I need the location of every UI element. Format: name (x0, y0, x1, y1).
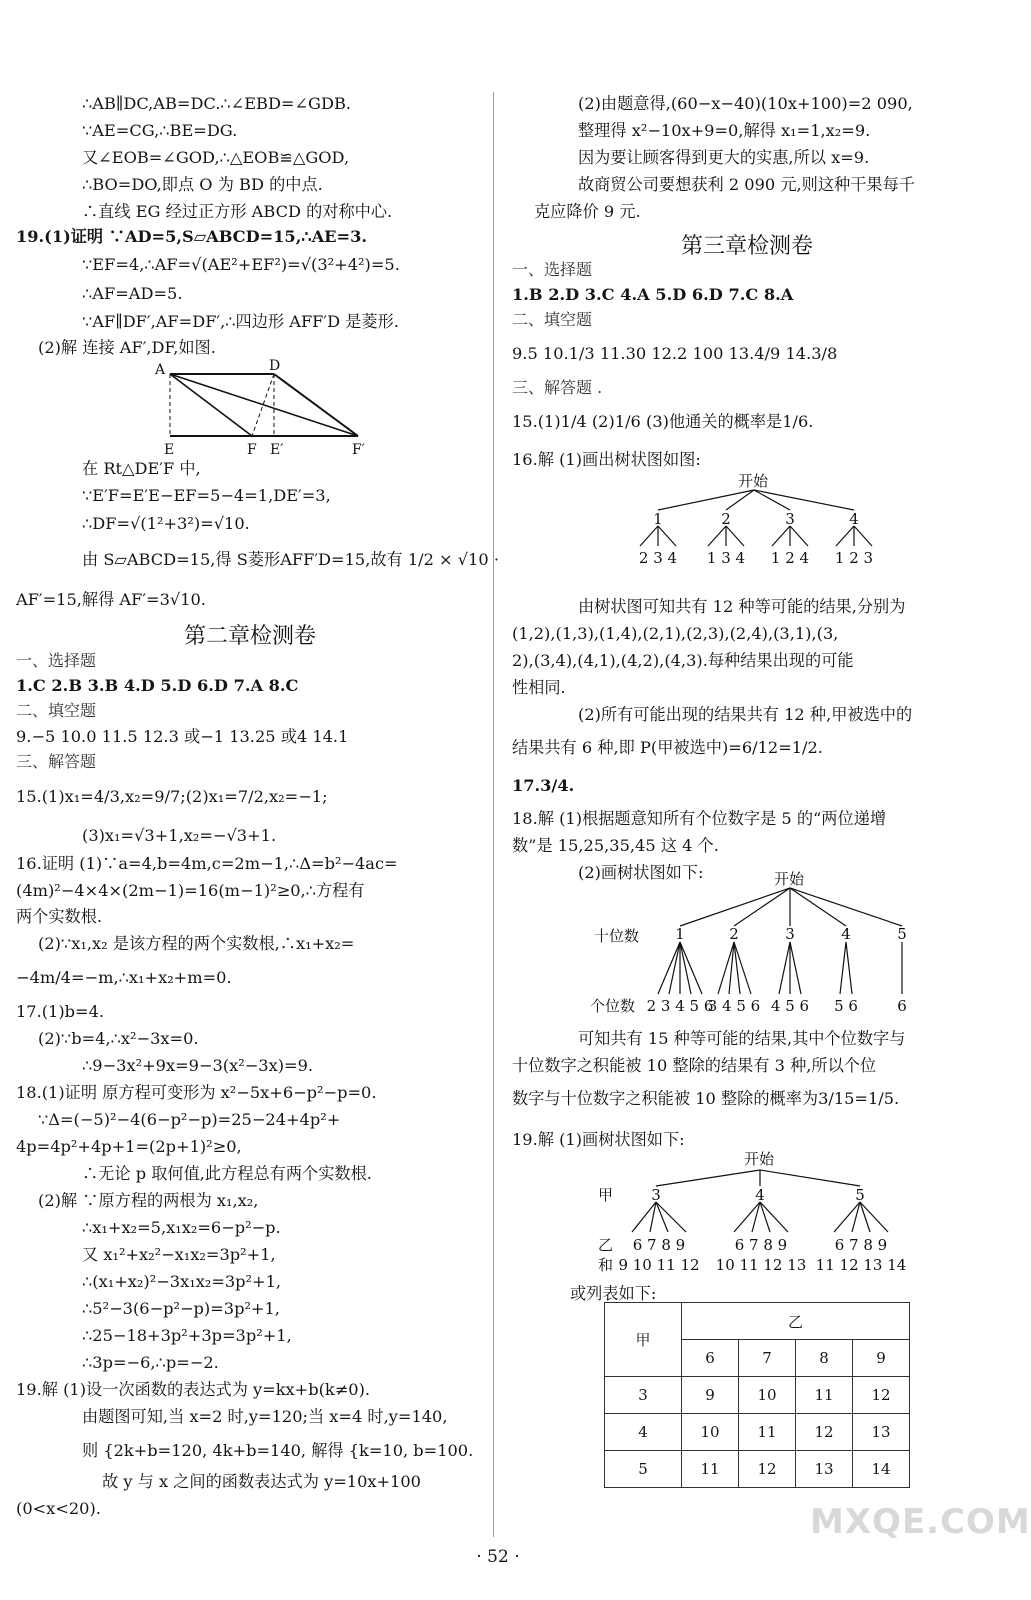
tree-node: 4 (755, 1186, 765, 1204)
tree-leaves: 6 7 8 9 (834, 1236, 888, 1254)
answers-row: 9.−5 10.0 11.5 12.3 或−1 13.25 或4 14.1 (16, 727, 349, 746)
table-row (605, 1451, 910, 1488)
table-cell: 11 (739, 1414, 796, 1451)
text-line: ∴3p=−6,∴p=−2. (82, 1353, 219, 1372)
table-cell: 13 (796, 1451, 853, 1488)
text-line: ∵AF∥DF′,AF=DF′,∴四边形 AFF′D 是菱形. (82, 312, 399, 331)
text-line: 在 Rt△DE′F 中, (82, 459, 201, 478)
tree-node: 3 (785, 925, 795, 943)
table-head-jia: 甲 (605, 1303, 682, 1377)
label-d: D (269, 358, 281, 374)
text-line: ∵EF=4,∴AF=√(AE²+EF²)=√(3²+4²)=5. (82, 255, 400, 274)
table-cell: 11 (682, 1451, 739, 1488)
label-f: F (247, 442, 257, 458)
table-cell: 9 (682, 1377, 739, 1414)
tree-node: 3 (651, 1186, 661, 1204)
section-heading: 三、解答题 (16, 752, 97, 771)
text-line: 又∠EOB=∠GOD,∴△EOB≌△GOD, (82, 148, 350, 167)
yi-label: 乙 (598, 1236, 614, 1254)
section-heading: 一、选择题 (512, 260, 593, 279)
text-line: 数字与十位数字之积能被 10 整除的概率为3/15=1/5. (512, 1089, 900, 1108)
tree-node: 5 (855, 1186, 865, 1204)
section-heading: 三、解答题 . (512, 378, 603, 397)
tree-start: 开始 (774, 870, 805, 888)
table-col-head: 9 (853, 1340, 910, 1377)
text-line: (2)画树状图如下: (578, 863, 704, 882)
table-col-head: 6 (682, 1340, 739, 1377)
text-line: −4m/4=−m,∴x₁+x₂+m=0. (16, 968, 232, 987)
tree-start: 开始 (744, 1150, 775, 1168)
table-cell: 13 (853, 1414, 910, 1451)
label-e: E (164, 442, 175, 458)
text-line: 2),(3,4),(4,1),(4,2),(4,3).每种结果出现的可能 (512, 651, 854, 670)
text-line: 由 S▱ABCD=15,得 S菱形AFF′D=15,故有 1/2 × √10 · (82, 550, 499, 569)
tree-node: 2 (721, 510, 731, 528)
text-line: 十位数字之积能被 10 整除的结果有 3 种,所以个位 (512, 1056, 877, 1075)
text-line: (3)x₁=√3+1,x₂=−√3+1. (82, 826, 277, 845)
table-cell: 10 (682, 1414, 739, 1451)
tree-sums: 9 10 11 12 (618, 1256, 700, 1274)
table-intro: 或列表如下: (570, 1284, 657, 1303)
text-line: (2)解 ∵原方程的两根为 x₁,x₂, (38, 1191, 259, 1210)
text-line: (2)解 连接 AF′,DF,如图. (38, 338, 216, 357)
text-line: 故商贸公司要想获利 2 090 元,则这种干果每千 (578, 175, 915, 194)
column-divider (493, 92, 494, 1537)
table-col-head: 7 (739, 1340, 796, 1377)
label-a: A (155, 362, 166, 378)
tree-diagram-19 (592, 1146, 932, 1278)
section-heading: 一、选择题 (16, 651, 97, 670)
tree-leaves: 2 3 4 5 6 (646, 997, 714, 1015)
text-line: 16.证明 (1)∵a=4,b=4m,c=2m−1,∴Δ=b²−4ac= (16, 854, 398, 873)
tree-leaves: 6 (897, 997, 907, 1015)
tree-sums: 11 12 13 14 (815, 1256, 907, 1274)
tree-leaves: 2 3 4 (638, 549, 678, 567)
text-line: ∴9−3x²+9x=9−3(x²−3x)=9. (82, 1056, 314, 1075)
text-line: 17.3/4. (512, 776, 575, 795)
text-line: 两个实数根. (16, 907, 103, 926)
text-line: (0<x<20). (16, 1499, 101, 1518)
table-row-head: 4 (605, 1414, 682, 1451)
text-line: ∴x₁+x₂=5,x₁x₂=6−p²−p. (82, 1218, 281, 1237)
table-head-yi: 乙 (682, 1303, 910, 1340)
text-line: 15.(1)1/4 (2)1/6 (3)他通关的概率是1/6. (512, 412, 814, 431)
text-line: (2)由题意得,(60−x−40)(10x+100)=2 090, (578, 94, 913, 113)
label-f-prime: F′ (352, 442, 365, 458)
tree-node: 3 (785, 510, 795, 528)
he-label: 和 (598, 1256, 614, 1274)
tree-leaves: 6 7 8 9 (632, 1236, 686, 1254)
tree-start: 开始 (738, 472, 769, 490)
answers-row: 1.C 2.B 3.B 4.D 5.D 6.D 7.A 8.C (16, 676, 299, 695)
tree-leaves: 3 4 5 6 (707, 997, 761, 1015)
answers-row: 9.5 10.1/3 11.30 12.2 100 13.4/9 14.3/8 (512, 344, 838, 363)
table-row-head: 5 (605, 1451, 682, 1488)
jia-label: 甲 (598, 1186, 614, 1204)
text-line: 则 {2k+b=120, 4k+b=140, 解得 {k=10, b=100. (82, 1441, 474, 1460)
text-line: 18.解 (1)根据题意知所有个位数字是 5 的“两位递增 (512, 809, 887, 828)
rhombus-figure (152, 360, 384, 458)
text-line: 16.解 (1)画出树状图如图: (512, 450, 701, 469)
text-line: 15.(1)x₁=4/3,x₂=9/7;(2)x₁=7/2,x₂=−1; (16, 787, 328, 806)
table-col-head: 8 (796, 1340, 853, 1377)
table-row (605, 1377, 910, 1414)
tree-node: 4 (841, 925, 851, 943)
text-line: 数”是 15,25,35,45 这 4 个. (512, 836, 719, 855)
text-line: 4p=4p²+4p+1=(2p+1)²≥0, (16, 1137, 242, 1156)
text-line: (2)所有可能出现的结果共有 12 种,甲被选中的 (578, 705, 913, 724)
text-line: 因为要让顾客得到更大的实惠,所以 x=9. (578, 148, 870, 167)
text-line: 17.(1)b=4. (16, 1002, 105, 1021)
text-line: 由树状图可知共有 12 种等可能的结果,分别为 (578, 597, 906, 616)
watermark-logo: MXQE.COM (810, 1502, 1031, 1542)
chapter-3-title: 第三章检测卷 (680, 234, 813, 259)
text-line: ∴5²−3(6−p²−p)=3p²+1, (82, 1299, 280, 1318)
table-cell: 12 (853, 1377, 910, 1414)
text-line: 18.(1)证明 原方程可变形为 x²−5x+6−p²−p=0. (16, 1083, 377, 1102)
text-line: 故 y 与 x 之间的函数表达式为 y=10x+100 (102, 1472, 421, 1491)
text-line: ∴无论 p 取何值,此方程总有两个实数根. (82, 1164, 372, 1183)
tree-node: 5 (897, 925, 907, 943)
text-line: ∴25−18+3p²+3p=3p²+1, (82, 1326, 292, 1345)
label-e-prime: E′ (270, 442, 284, 458)
text-line: ∴(x₁+x₂)²−3x₁x₂=3p²+1, (82, 1272, 282, 1291)
text-line: ∵E′F=E′E−EF=5−4=1,DE′=3, (82, 486, 331, 505)
text-line: 又 x₁²+x₂²−x₁x₂=3p²+1, (82, 1245, 276, 1264)
text-line: 整理得 x²−10x+9=0,解得 x₁=1,x₂=9. (578, 121, 871, 140)
tree-node: 1 (675, 925, 685, 943)
tree-leaves: 1 3 4 (706, 549, 746, 567)
text-line: AF′=15,解得 AF′=3√10. (16, 590, 206, 609)
chapter-2-title: 第二章检测卷 (183, 624, 316, 649)
text-line: (1,2),(1,3),(1,4),(2,1),(2,3),(2,4),(3,1),(3, (512, 624, 839, 643)
text-line: 性相同. (512, 678, 566, 697)
sum-table (604, 1302, 910, 1488)
text-line: 可知共有 15 种等可能的结果,其中个位数字与 (578, 1029, 906, 1048)
tree-diagram-16 (622, 470, 882, 570)
text-line: 19.解 (1)设一次函数的表达式为 y=kx+b(k≠0). (16, 1380, 371, 1399)
text-line: ∴直线 EG 经过正方形 ABCD 的对称中心. (82, 202, 393, 221)
section-heading: 二、填空题 (16, 701, 97, 720)
tree-leaves: 6 7 8 9 (734, 1236, 788, 1254)
text-line: ∵Δ=(−5)²−4(6−p²−p)=25−24+4p²+ (38, 1110, 341, 1129)
text-line: 19.解 (1)画树状图如下: (512, 1130, 685, 1149)
text-line: ∴AF=AD=5. (82, 284, 183, 303)
tens-label: 十位数 (594, 927, 640, 945)
page-number: · 52 · (476, 1547, 520, 1567)
table-row-head: 3 (605, 1377, 682, 1414)
text-line: ∵AE=CG,∴BE=DG. (82, 121, 238, 140)
table-cell: 12 (796, 1414, 853, 1451)
text-line: 克应降价 9 元. (534, 202, 641, 221)
table-cell: 11 (796, 1377, 853, 1414)
text-line: ∴AB∥DC,AB=DC.∴∠EBD=∠GDB. (82, 94, 352, 113)
tree-leaves: 1 2 3 (834, 549, 874, 567)
question-19: 19.(1)证明 ∵AD=5,S▱ABCD=15,∴AE=3. (16, 227, 367, 246)
answers-row: 1.B 2.D 3.C 4.A 5.D 6.D 7.C 8.A (512, 285, 794, 304)
tree-leaves: 4 5 6 (770, 997, 810, 1015)
table-row (605, 1414, 910, 1451)
table-cell: 10 (739, 1377, 796, 1414)
text-line: (2)∵x₁,x₂ 是该方程的两个实数根,∴x₁+x₂= (38, 934, 355, 953)
section-heading: 二、填空题 (512, 310, 593, 329)
tree-node: 4 (849, 510, 859, 528)
text-line: (4m)²−4×4×(2m−1)=16(m−1)²≥0,∴方程有 (16, 881, 365, 900)
units-label: 个位数 (590, 997, 636, 1015)
tree-sums: 10 11 12 13 (715, 1256, 807, 1274)
text-line: ∴BO=DO,即点 O 为 BD 的中点. (82, 175, 323, 194)
text-line: ∴DF=√(1²+3²)=√10. (82, 514, 250, 533)
tree-node: 2 (729, 925, 739, 943)
tree-leaves: 5 6 (834, 997, 858, 1015)
text-line: 结果共有 6 种,即 P(甲被选中)=6/12=1/2. (512, 738, 823, 757)
tree-node: 1 (653, 510, 663, 528)
table-cell: 12 (739, 1451, 796, 1488)
text-line: (2)∵b=4,∴x²−3x=0. (38, 1029, 199, 1048)
text-line: 由题图可知,当 x=2 时,y=120;当 x=4 时,y=140, (82, 1407, 448, 1426)
tree-leaves: 1 2 4 (770, 549, 810, 567)
table-cell: 14 (853, 1451, 910, 1488)
tree-diagram-18 (588, 866, 948, 1016)
